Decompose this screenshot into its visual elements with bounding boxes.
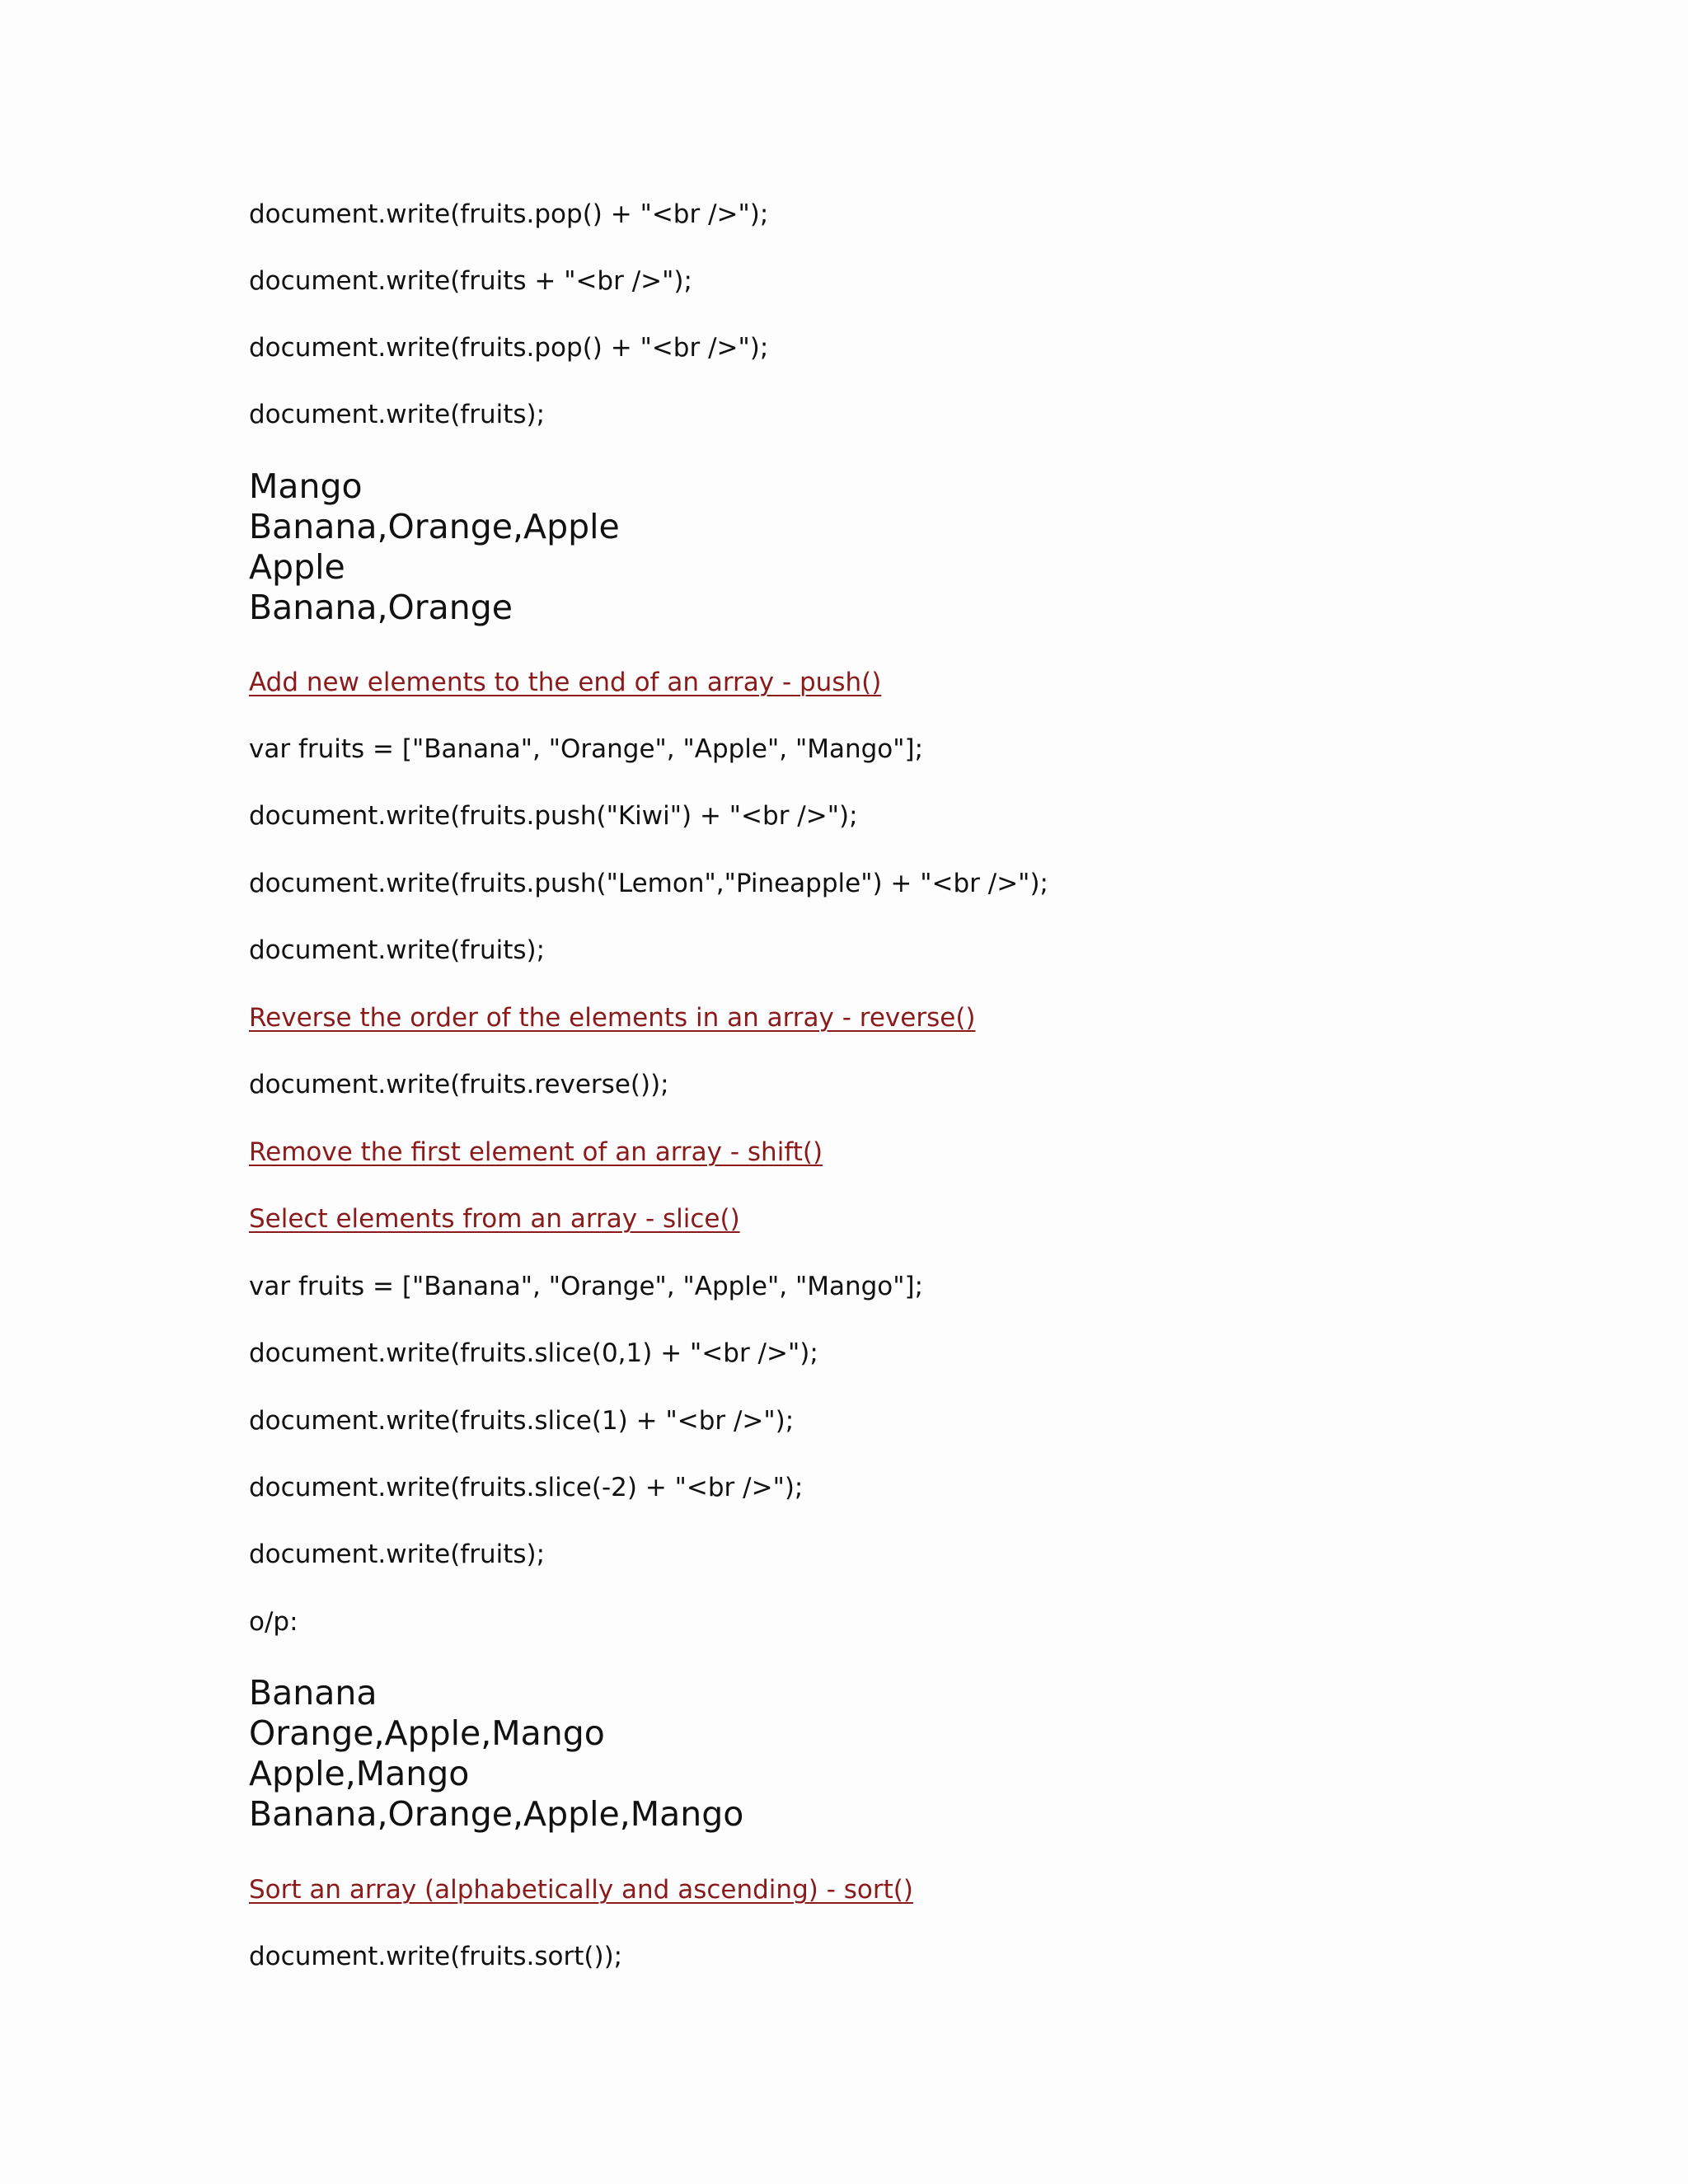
- code-line: document.write(fruits.sort());: [249, 1942, 623, 1971]
- output-line: Banana,Orange,Apple: [249, 507, 620, 546]
- output-line: Apple: [249, 547, 345, 587]
- output-line: Apple,Mango: [249, 1754, 470, 1793]
- code-line: document.write(fruits.reverse());: [249, 1070, 669, 1099]
- code-line: document.write(fruits);: [249, 400, 546, 429]
- code-line: document.write(fruits.push("Lemon","Pineapple") + "<br />");: [249, 869, 1048, 898]
- slice-heading-link[interactable]: Select elements from an array - slice(): [249, 1204, 740, 1234]
- output-line: Orange,Apple,Mango: [249, 1713, 605, 1753]
- code-line: document.write(fruits.slice(1) + "<br />");: [249, 1406, 795, 1436]
- code-line: document.write(fruits.pop() + "<br />");: [249, 199, 769, 229]
- code-line: var fruits = ["Banana", "Orange", "Apple", "Mango"];: [249, 734, 924, 764]
- output-line: Banana,Orange,Apple,Mango: [249, 1794, 744, 1834]
- shift-heading-link[interactable]: Remove the first element of an array - shift(): [249, 1137, 823, 1167]
- code-line: document.write(fruits + "<br />");: [249, 266, 692, 296]
- push-heading-link[interactable]: Add new elements to the end of an array - push(): [249, 668, 882, 697]
- sort-heading-link[interactable]: Sort an array (alphabetically and ascending) - sort(): [249, 1875, 913, 1905]
- output-line: Banana,Orange: [249, 588, 513, 627]
- output-line: Mango: [249, 466, 363, 506]
- code-line: document.write(fruits.slice(0,1) + "<br />");: [249, 1338, 818, 1368]
- reverse-heading-link[interactable]: Reverse the order of the elements in an array - reverse(): [249, 1003, 976, 1033]
- code-line: document.write(fruits.push("Kiwi") + "<br />");: [249, 801, 858, 831]
- code-line: document.write(fruits.slice(-2) + "<br />");: [249, 1473, 804, 1502]
- output-line: Banana: [249, 1673, 377, 1713]
- output-label: o/p:: [249, 1607, 298, 1637]
- code-line: document.write(fruits);: [249, 935, 546, 965]
- code-line: document.write(fruits);: [249, 1540, 546, 1569]
- code-line: document.write(fruits.pop() + "<br />");: [249, 333, 769, 363]
- code-line: var fruits = ["Banana", "Orange", "Apple", "Mango"];: [249, 1272, 924, 1301]
